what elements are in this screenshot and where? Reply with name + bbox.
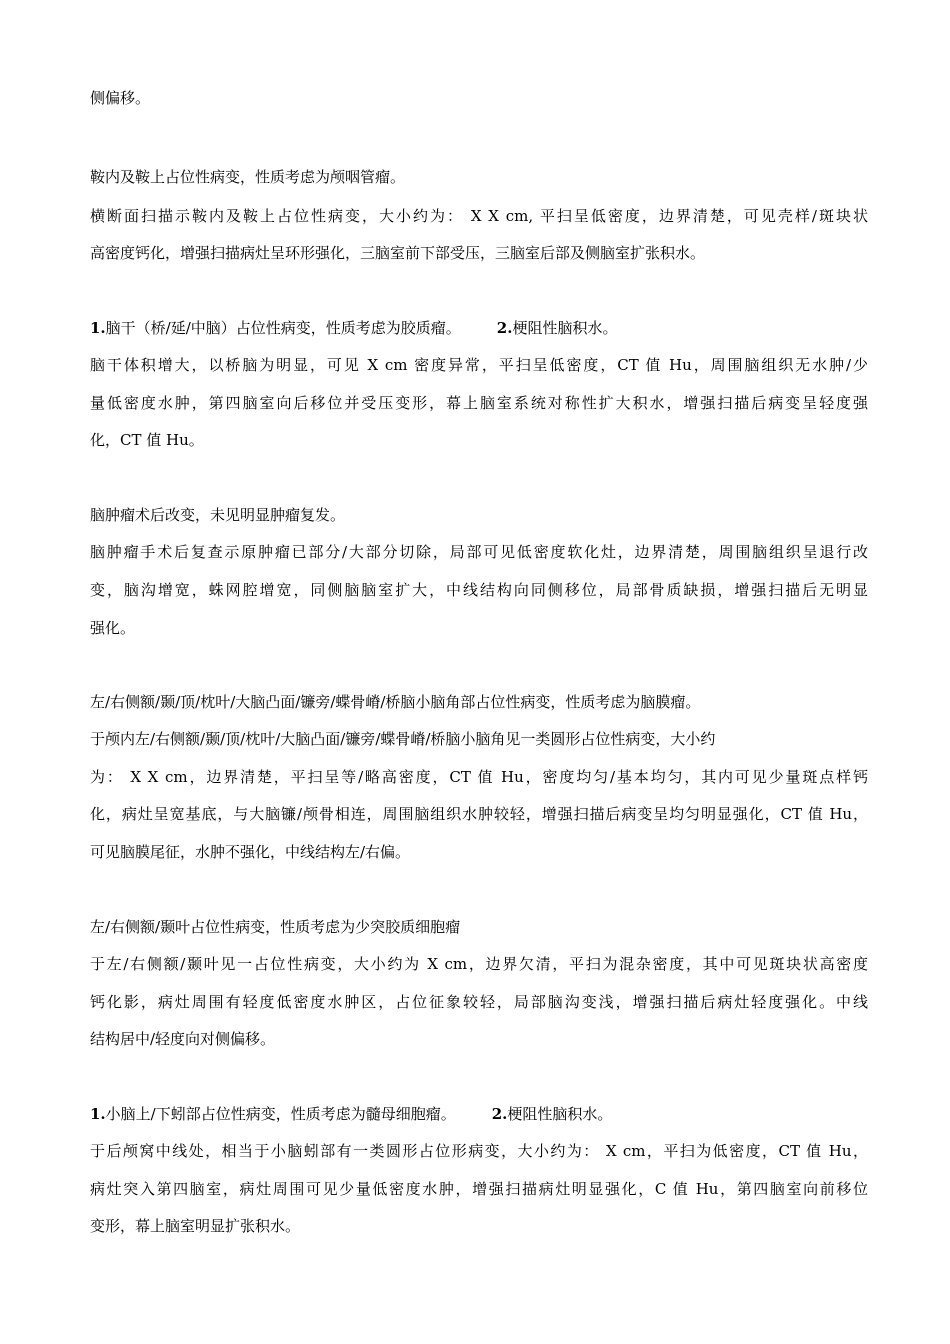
text-line: 于颅内左/右侧额/颞/顶/枕叶/大脑凸面/镰旁/蝶骨嵴/桥脑小脑角见一类圆形占位性病变，大小约	[90, 730, 716, 748]
heading-glioma	[90, 318, 617, 338]
text-line: 变形，幕上脑室明显扩张积水。	[90, 1217, 301, 1235]
heading-postop: 脑肿瘤术后改变，未见明显肿瘤复发。	[90, 506, 346, 524]
item-text: 小脑上/下蚓部占位性病变，性质考虑为髓母细胞瘤。	[105, 1105, 456, 1123]
item-text: 梗阻性脑积水。	[507, 1105, 613, 1123]
text-line: 变，脑沟增宽，蛛网腔增宽，同侧脑脑室扩大，中线结构向同侧移位，局部骨质缺损，增强扫描后无明显	[90, 581, 868, 599]
text-line: 化，病灶呈宽基底，与大脑镰/颅骨相连，周围脑组织水肿较轻，增强扫描后病变呈均匀明显强化，CT 值 Hu，	[90, 805, 868, 823]
heading-craniopharyngioma: 鞍内及鞍上占位性病变，性质考虑为颅咽管瘤。	[90, 168, 406, 186]
text-line: 强化。	[90, 619, 136, 637]
text-line: 病灶突入第四脑室，病灶周围可见少量低密度水肿，增强扫描病灶明显强化，C 值 Hu，第四脑室向前移位	[90, 1180, 868, 1198]
text-line: 化，CT 值 Hu。	[90, 431, 204, 449]
item-number: 1.	[90, 1105, 106, 1123]
text-line: 高密度钙化，增强扫描病灶呈环形强化，三脑室前下部受压，三脑室后部及侧脑室扩张积水。	[90, 244, 706, 262]
text-line: 横断面扫描示鞍内及鞍上占位性病变，大小约为： X X cm, 平扫呈低密度，边界清楚，可见壳样/斑块状	[90, 207, 868, 225]
text-line: 为： X X cm，边界清楚，平扫呈等/略高密度，CT 值 Hu，密度均匀/基本均匀，其内可见少量斑点样钙	[90, 768, 868, 786]
item-text: 梗阻性脑积水。	[512, 319, 618, 337]
text-line: 量低密度水肿，第四脑室向后移位并受压变形，幕上脑室系统对称性扩大积水，增强扫描后病变呈轻度强	[90, 394, 868, 412]
text-line: 于后颅窝中线处，相当于小脑蚓部有一类圆形占位形病变，大小约为： X cm，平扫为低密度，CT 值 Hu，	[90, 1142, 868, 1160]
text-line: 可见脑膜尾征，水肿不强化，中线结构左/右偏。	[90, 843, 411, 861]
text-line: 脑肿瘤手术后复查示原肿瘤已部分/大部分切除，局部可见低密度软化灶，边界清楚，周围脑组织呈退行改	[90, 543, 868, 561]
item-text: 脑干（桥/延/中脑）占位性病变，性质考虑为胶质瘤。	[105, 319, 461, 337]
text-line: 钙化影，病灶周围有轻度低密度水肿区，占位征象较轻，局部脑沟变浅，增强扫描后病灶轻度强化。中线	[90, 993, 868, 1011]
item-number: 2.	[491, 1105, 508, 1123]
heading-meningioma: 左/右侧额/颞/顶/枕叶/大脑凸面/镰旁/蝶骨嵴/桥脑小脑角部占位性病变，性质考虑为脑膜瘤。	[90, 693, 701, 711]
text-line: 于左/右侧额/颞叶见一占位性病变，大小约为 X cm，边界欠清，平扫为混杂密度，其中可见斑块状高密度	[90, 955, 868, 973]
text-line: 结构居中/轻度向对侧偏移。	[90, 1030, 276, 1048]
heading-oligodendroglioma: 左/右侧额/颞叶占位性病变，性质考虑为少突胶质细胞瘤	[90, 918, 461, 936]
item-number: 2.	[496, 319, 513, 337]
item-number: 1.	[90, 319, 106, 337]
text-line: 脑干体积增大，以桥脑为明显，可见 X cm 密度异常，平扫呈低密度，CT 值 Hu，周围脑组织无水肿/少	[90, 356, 868, 374]
text-line: 侧偏移。	[90, 89, 151, 107]
heading-medulloblastoma	[90, 1104, 612, 1124]
